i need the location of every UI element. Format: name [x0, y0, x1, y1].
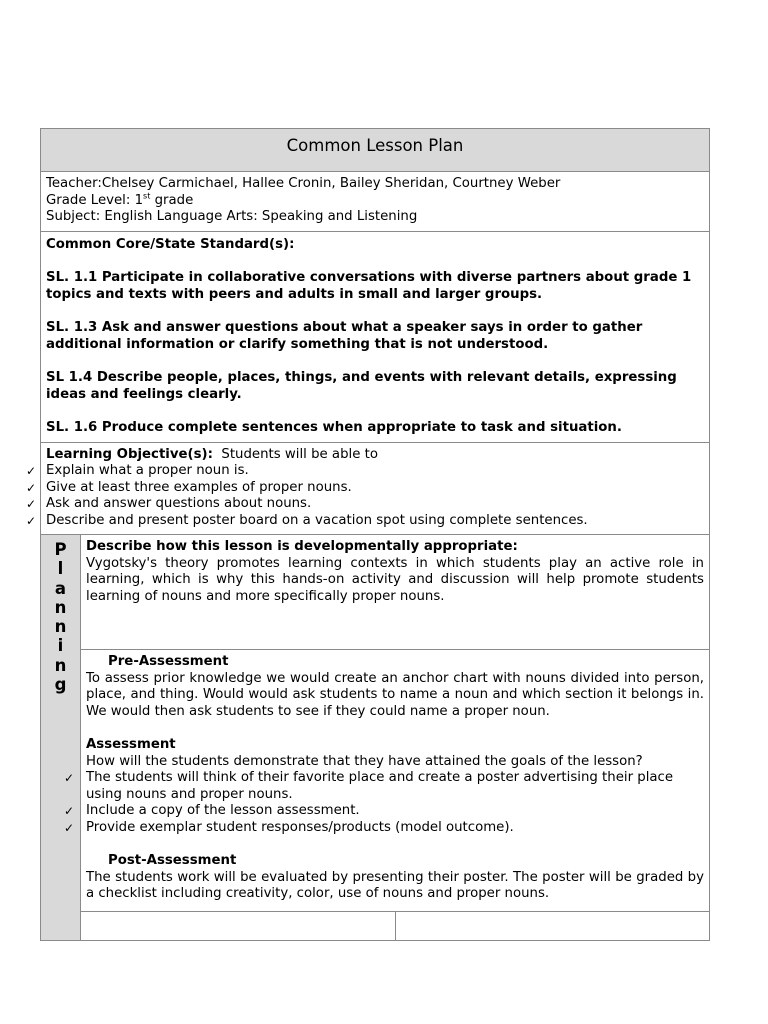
checkmark-icon: ✓ — [63, 804, 75, 818]
planning-section — [40, 535, 710, 941]
assessment-item: ✓ The students will think of their favorite place and create a poster advertising their place using nouns and proper nouns. — [63, 770, 674, 802]
side-letter: P — [54, 540, 67, 559]
assessment-item: ✓ Provide exemplar student responses/products (model outcome). — [63, 819, 514, 835]
side-letter: i — [57, 636, 64, 656]
assessment-item: ✓ Include a copy of the lesson assessment. — [63, 803, 360, 818]
objectives-heading: Learning Objective(s): — [46, 446, 213, 462]
side-letter: n — [54, 655, 67, 675]
standard-item: SL. 1.1 Participate in collaborative conversations with diverse partners about grade 1 topics and texts with peers and adults in small and larger groups. — [46, 270, 692, 302]
checkmark-icon: ✓ — [25, 513, 37, 528]
checkmark-icon: ✓ — [25, 497, 37, 511]
empty-cell-left — [81, 912, 396, 940]
developmental-heading: Describe how this lesson is developmentally appropriate: — [86, 539, 518, 554]
subject-line: Subject: English Language Arts: Speaking and Listening — [46, 209, 418, 224]
header-section — [40, 172, 710, 232]
post-assessment-heading: Post-Assessment — [108, 853, 237, 868]
objectives-heading-line — [46, 447, 704, 464]
empty-cell-right — [396, 912, 709, 940]
standard-item: SL. 1.3 Ask and answer questions about what a speaker says in order to gather additional information or clarify something that is not understood. — [46, 320, 643, 352]
pre-assessment-body: To assess prior knowledge we would create an anchor chart with nouns divided into person, place, and thing. Would would ask students to name a noun and which section it belongs in. We would then ask students to see if they could name a proper noun. — [86, 670, 704, 719]
side-letter: n — [54, 597, 67, 617]
teacher-line: Teacher:Chelsey Carmichael, Hallee Cronin, Bailey Sheridan, Courtney Weber — [46, 176, 561, 191]
grade-line: Grade Level: 1st grade — [46, 191, 194, 208]
objective-item: ✓ Explain what a proper noun is. — [25, 463, 249, 478]
pre-assessment-heading: Pre-Assessment — [108, 654, 229, 669]
checkmark-icon: ✓ — [25, 464, 37, 478]
standards-heading: Common Core/State Standard(s): — [46, 236, 295, 252]
assessment-cell — [63, 650, 709, 912]
developmental-body: Vygotsky's theory promotes learning contexts in which students play an active role in learning, which is why this hands-on activity and discussion will help promote students learning of nouns and more specifically proper nouns. — [86, 555, 704, 604]
checkmark-icon: ✓ — [63, 820, 75, 835]
planning-content — [63, 535, 709, 940]
lesson-plan-document — [25, 128, 710, 941]
planning-side-label — [41, 535, 81, 940]
standard-item: SL 1.4 Describe people, places, things, and events with relevant details, expressing ideas and feelings clearly. — [46, 370, 677, 402]
objective-item: ✓ Describe and present poster board on a vacation spot using complete sentences. — [25, 512, 588, 528]
title-text: Common Lesson Plan — [286, 136, 464, 155]
objective-item: ✓ Ask and answer questions about nouns. — [25, 496, 312, 511]
post-assessment-body: The students work will be evaluated by presenting their poster. The poster will be graded by a checklist including creativity, color, use of nouns and proper nouns. — [86, 869, 704, 901]
developmental-cell — [81, 535, 709, 650]
empty-split-row — [81, 912, 709, 940]
checkmark-icon: ✓ — [25, 480, 37, 495]
side-letter: l — [57, 559, 64, 579]
checkmark-icon: ✓ — [63, 771, 75, 785]
side-letter: g — [54, 675, 67, 695]
document-title — [40, 128, 710, 172]
side-letter: a — [54, 578, 67, 598]
objectives-intro: Students will be able to — [212, 446, 378, 462]
assessment-question: How will the students demonstrate that they have attained the goals of the lesson? — [86, 753, 643, 769]
objectives-section — [25, 443, 710, 536]
assessment-heading: Assessment — [86, 737, 176, 752]
objective-item: ✓ Give at least three examples of proper nouns. — [25, 479, 352, 495]
side-letter: n — [54, 617, 67, 637]
standard-item: SL. 1.6 Produce complete sentences when appropriate to task and situation. — [46, 420, 622, 435]
standards-section — [40, 232, 710, 443]
